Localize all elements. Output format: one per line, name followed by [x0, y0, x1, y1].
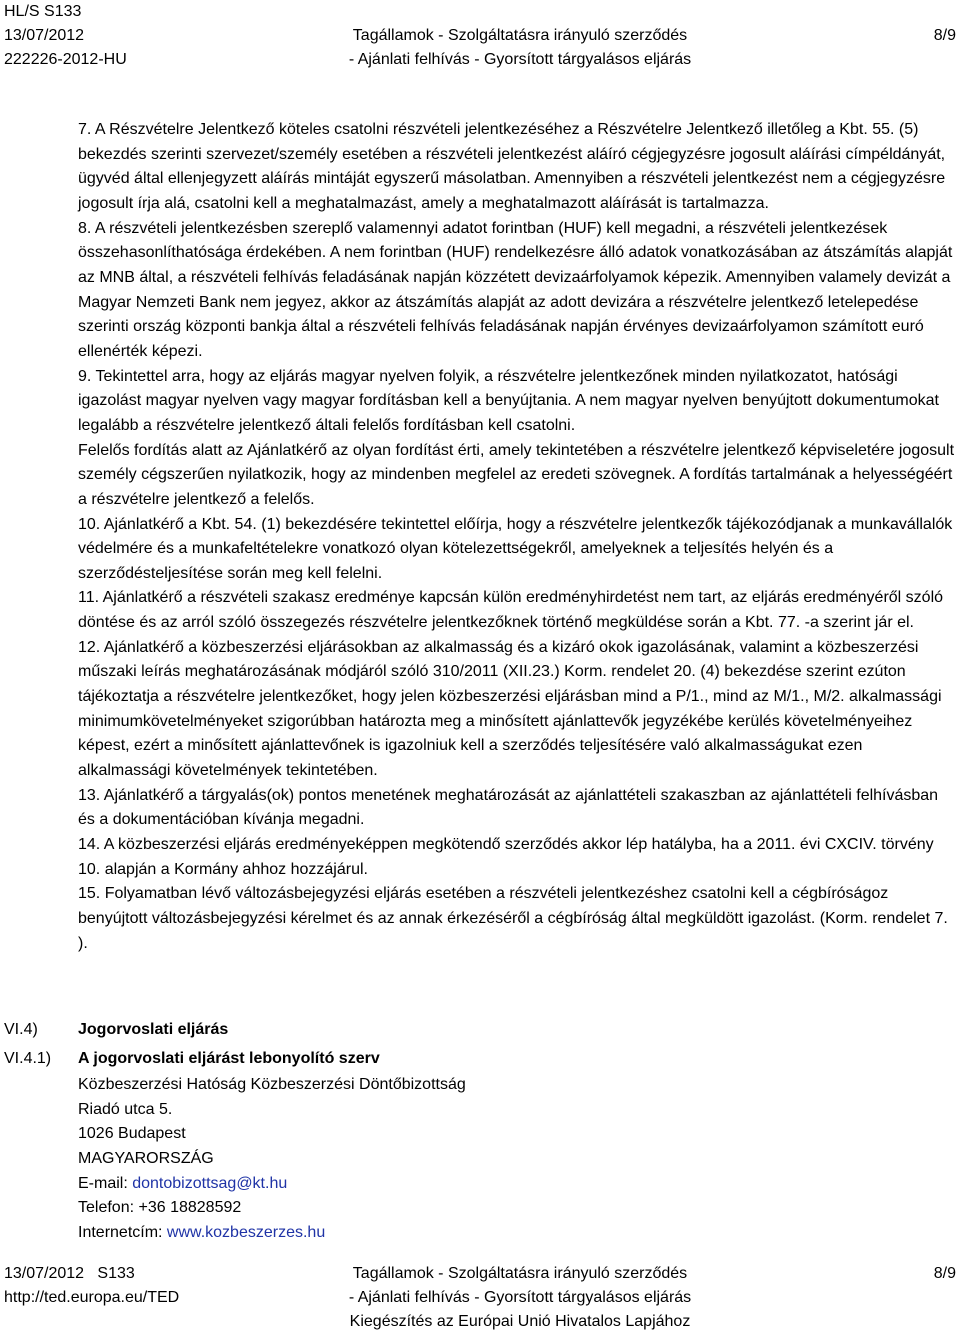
header-page-number: 8/9: [933, 27, 956, 44]
section-vi4-number: VI.4): [4, 1021, 38, 1038]
footer-page-number: 8/9: [933, 1265, 956, 1282]
address-web-row: [78, 1221, 466, 1246]
section-vi41-number: VI.4.1): [4, 1050, 52, 1067]
footer-supplement: Kiegészítés az Európai Unió Hivatalos Lapjához: [349, 1313, 691, 1330]
header-date: 13/07/2012: [4, 27, 85, 44]
header-left: [4, 0, 127, 72]
paragraph-8: 8. A részvételi jelentkezésben szereplő valamennyi adatot forintban (HUF) kell megadni, a részvételi jelentkezések összehasonlíthatósága érdekében. A nem forintban (HUF) rendelkezésre álló adatok vonatkozásában az átszámítás alapját az MNB által, a részvételi felhívás feladásának napján közzétett devizaárfolyamok képezik. Amennyiben valamely devizát a Magyar Nemzeti Bank nem jegyez, akkor az átszámítás alapját az adott devizára a részvételre jelentkező letelepedése szerinti ország központi bankja által a részvételi felhívás feladásának napján érvényes devizaárfolyamon számított euró ellenérték képezi.: [78, 219, 953, 360]
header-notice-id: 222226-2012-HU: [4, 51, 127, 68]
paragraph-12: 12. Ajánlatkérő a közbeszerzési eljárásokban az alkalmasság és a kizáró okok igazolásának, valamint a közbeszerzési műszaki leírás meghatározásának módjáról szóló 310/2011 (XII.23.) Korm. rendelet 20. (4) bekezdése szerint ezúton tájékoztatja a részvételre jelentkezőket, hogy jelen közbeszerzési eljárásban mind a P/1., mind az M/1., M/2. alkalmassági minimumkövetelményeket szigorúbban határozta meg a minősített ajánlattevők jegyzékébe kerülés követelményeihez képest, ezért a minősített ajánlattevőnek is igazolniuk kell a szerződés teljesítésére való alkalmasságukat ezen alkalmassági követelmények tekintetében.: [78, 638, 942, 780]
footer-url: http://ted.europa.eu/TED: [4, 1289, 180, 1306]
email-link[interactable]: dontobizottsag@kt.hu: [132, 1174, 288, 1192]
address-city: 1026 Budapest: [78, 1125, 186, 1143]
footer-contract-type: Tagállamok - Szolgáltatásra irányuló szerződés: [352, 1265, 688, 1282]
section-vi41-title: A jogorvoslati eljárást lebonyolító szerv: [78, 1050, 380, 1067]
paragraph-translation: Felelős fordítás alatt az Ajánlatkérő az olyan fordítást érti, amely tekintetében a részvételre jelentkező képviseletére jogosult személy cégszerűen nyilatkozik, hogy az mindenben megfelel az eredeti szövegnek. A fordítás tartalmának a helyességéért a részvételre jelentkező a felelős.: [78, 441, 955, 508]
email-label: E-mail:: [78, 1174, 133, 1192]
review-body-address: [78, 1073, 466, 1246]
web-link[interactable]: www.kozbeszerzes.hu: [166, 1223, 326, 1241]
paragraph-11: 11. Ajánlatkérő a részvételi szakasz eredménye kapcsán külön eredményhirdetést nem tart, az eljárás eredményéről szóló döntése és az arról szóló összegezés részvételre jelentkezőknek történő megküldése során a Kbt. 77. -a szerint jár el.: [78, 589, 944, 632]
page-header: [0, 0, 960, 70]
web-label: Internetcím:: [78, 1223, 167, 1241]
paragraph-7: 7. A Részvételre Jelentkező köteles csatolni részvételi jelentkezéséhez a Részvételre Jelentkező illetőleg a Kbt. 55. (5) bekezdés szerinti szervezet/személy esetében a részvételi jelentkezést aláíró cégjegyzésre jogosult aláírási címpéldányát, ügyvéd által ellenjegyzett aláírás mintáját egyszerű másolatban. Amennyiben a részvételi jelentkezést nem a cégjegyzésre jogosult írja alá, csatolni kell a meghatalmazást, amely a meghatalmazott aláírását is tartalmazza.: [78, 121, 946, 212]
paragraph-14: 14. A közbeszerzési eljárás eredményeképpen megkötendő szerződés akkor lép hatályba, ha a 2011. évi CXCIV. törvény 10. alapján a Kormány ahhoz hozzájárul.: [78, 836, 934, 878]
header-center: [250, 0, 790, 72]
footer-procedure-type: - Ajánlati felhívás - Gyorsított tárgyalásos eljárás: [348, 1289, 692, 1306]
footer-left: [4, 1262, 179, 1310]
section-vi4-title: Jogorvoslati eljárás: [78, 1021, 229, 1038]
paragraph-9: 9. Tekintettel arra, hogy az eljárás magyar nyelven folyik, a részvételre jelentkezőnek minden nyilatkozatot, hatósági igazolást magyar nyelven vagy magyar fordításban kell a benyújtania. A nem magyar nyelven benyújtott dokumentumokat legalább a részvételre jelentkező általi felelős fordításban kell csatolni.: [78, 367, 939, 434]
footer-date-ref: 13/07/2012 S133: [4, 1265, 135, 1282]
address-street: Riadó utca 5.: [78, 1100, 173, 1118]
paragraph-10: 10. Ajánlatkérő a Kbt. 54. (1) bekezdésére tekintettel előírja, hogy a részvételre jelentkezők tájékozódjanak a munkavállalók védelmére és a munkafeltételekre vonatkozó olyan kötelezettségekről, amelyeknek a teljesítés helyén és a szerződésteljesítése során meg kell felelni.: [78, 515, 953, 582]
paragraph-15: 15. Folyamatban lévő változásbejegyzési eljárás esetében a részvételi jelentkezéshez csatolni kell a cégbíróságoz benyújtott változásbejegyzési kérelmet és az annak érkezéséről a cégbíróság által megküldött igazolást. (Korm. rendelet 7. ).: [78, 885, 948, 952]
paragraph-13: 13. Ajánlatkérő a tárgyalás(ok) pontos menetének meghatározását az ajánlattételi szakaszban az ajánlattételi felhívásban és a dokumentációban kívánja megadni.: [78, 786, 939, 829]
address-country: MAGYARORSZÁG: [78, 1149, 214, 1167]
main-text: [78, 118, 958, 956]
header-procedure-type: - Ajánlati felhívás - Gyorsított tárgyalásos eljárás: [348, 51, 692, 68]
header-journal-ref: HL/S S133: [4, 3, 82, 20]
page-footer: [0, 1262, 960, 1334]
address-email-row: [78, 1172, 466, 1197]
footer-center: [250, 1262, 790, 1334]
header-contract-type: Tagállamok - Szolgáltatásra irányuló szerződés: [352, 27, 688, 44]
address-phone: Telefon: +36 18828592: [78, 1199, 242, 1217]
address-org: Közbeszerzési Hatóság Közbeszerzési Döntőbizottság: [78, 1076, 466, 1093]
